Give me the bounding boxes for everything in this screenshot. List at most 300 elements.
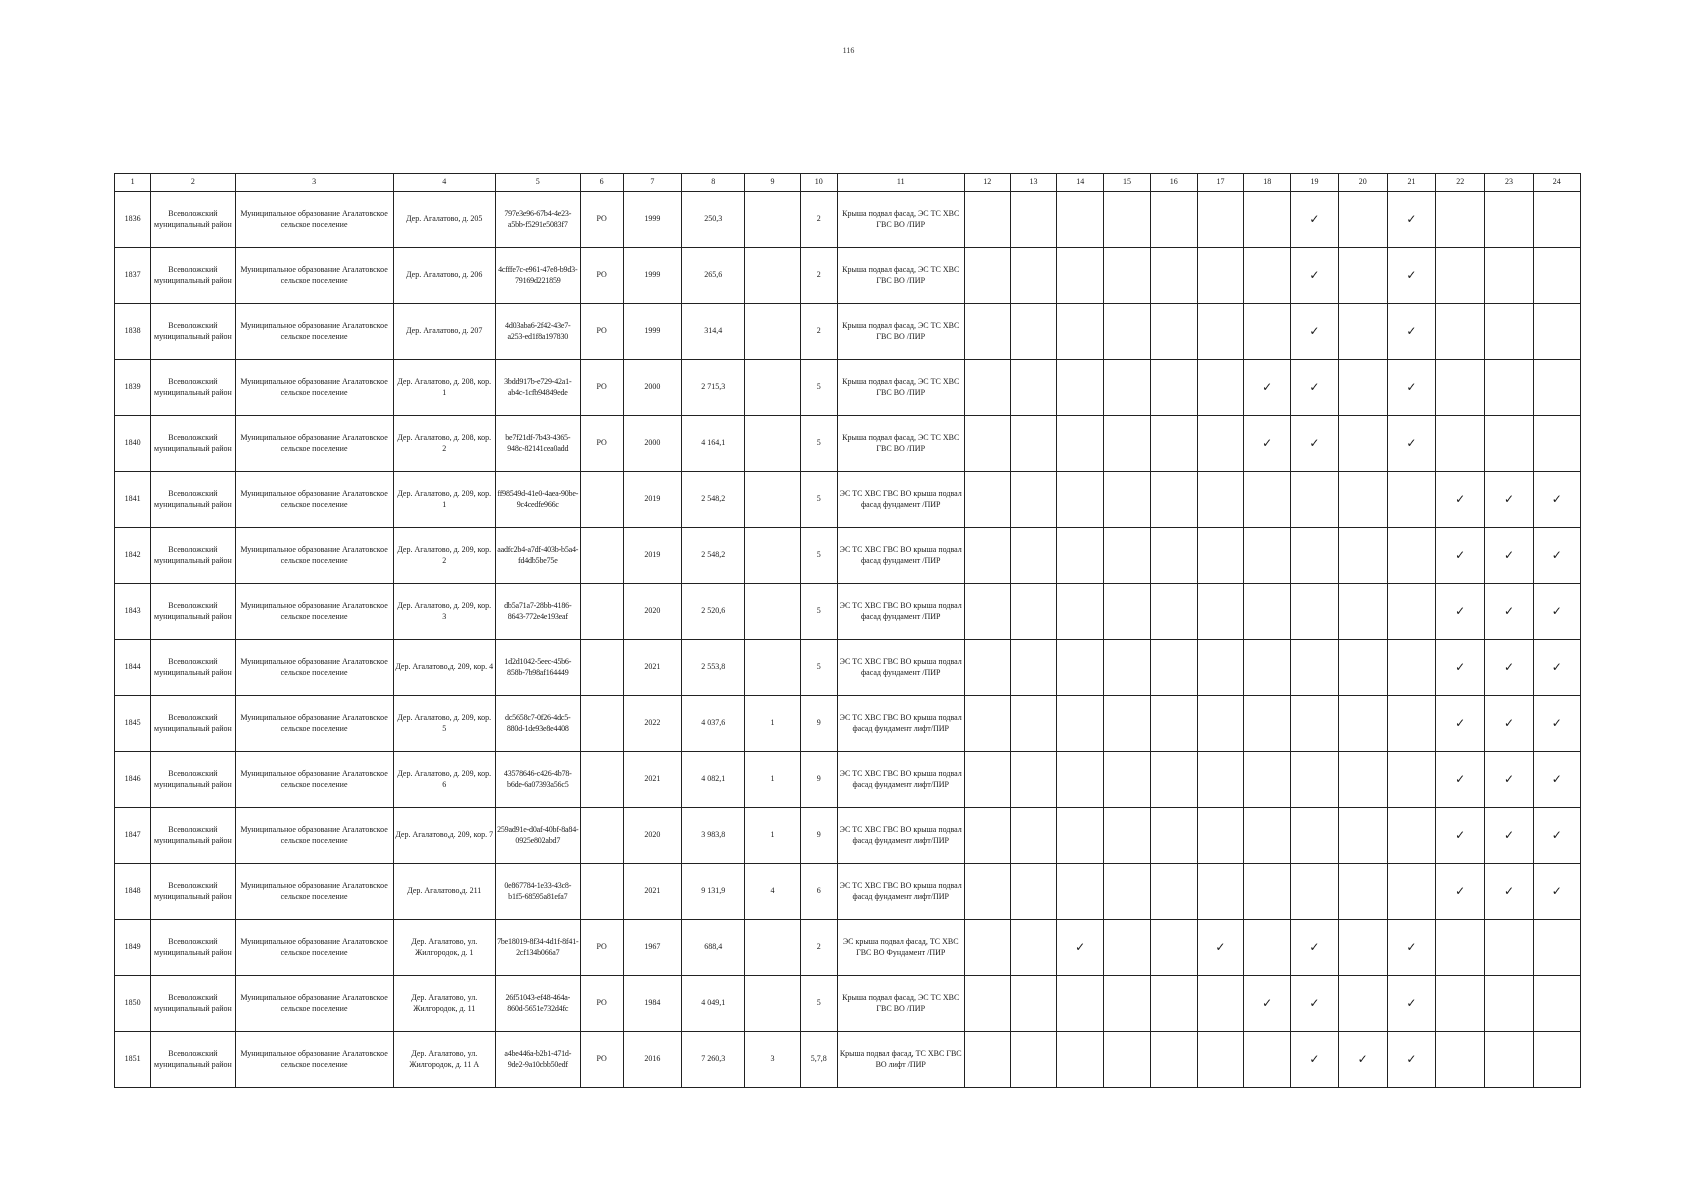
check-mark-icon: ✓ [1503,603,1514,618]
form-cell [580,472,623,528]
col18-cell [1244,304,1291,360]
col12-cell [964,304,1010,360]
address-cell: Дер. Агалатово, д. 209, кор. 3 [393,584,496,640]
year-cell: 2016 [623,1032,681,1088]
col19-cell [1291,808,1338,864]
check-mark-icon: ✓ [1503,547,1514,562]
col18-cell [1244,920,1291,976]
address-cell: Дер. Агалатово, д. 207 [393,304,496,360]
uuid-cell: 26f51043-ef48-464a-860d-5651e732d4fc [496,976,580,1032]
table-row [115,752,1581,808]
col14-cell [1057,584,1104,640]
table-row [115,640,1581,696]
col17-cell [1197,304,1243,360]
area-cell: 4 049,1 [682,976,745,1032]
col12-cell [964,920,1010,976]
col15-cell [1104,640,1150,696]
col19-cell [1291,360,1338,416]
col21-cell [1387,1032,1435,1088]
col14-cell [1057,248,1104,304]
col19-cell [1291,696,1338,752]
table-row [115,696,1581,752]
table-row [115,192,1581,248]
col22-cell [1436,472,1485,528]
col19-cell [1291,248,1338,304]
col24-cell [1533,920,1580,976]
col18-cell [1244,528,1291,584]
uuid-cell: ff98549d-41e0-4aea-90be-9c4cedfe966c [496,472,580,528]
col19-cell [1291,416,1338,472]
col23-cell [1485,304,1533,360]
col17-cell [1197,752,1243,808]
col18-cell [1244,248,1291,304]
column-header-8: 8 [682,174,745,192]
check-mark-icon: ✓ [1406,323,1417,338]
check-mark-icon: ✓ [1262,995,1273,1010]
col19-cell [1291,976,1338,1032]
address-cell: Дер. Агалатово, д. 209, кор. 5 [393,696,496,752]
uuid-cell: 3bdd917b-e729-42a1-ab4c-1cfb94849ede [496,360,580,416]
column-header-2: 2 [151,174,235,192]
col13-cell [1010,472,1056,528]
area-cell: 9 131,9 [682,864,745,920]
col20-cell [1338,360,1387,416]
col22-cell [1436,864,1485,920]
row-number: 1842 [115,528,151,584]
col23-cell [1485,528,1533,584]
column-header-20: 20 [1338,174,1387,192]
col10-cell: 5 [800,976,837,1032]
col9-cell [745,360,800,416]
col17-cell [1197,976,1243,1032]
col13-cell [1010,192,1056,248]
works-cell: Крыша подвал фасад, ЭС ТС ХВС ГВС ВО /ПИР [837,976,964,1032]
check-mark-icon: ✓ [1215,939,1226,954]
col16-cell [1150,752,1197,808]
area-cell: 7 260,3 [682,1032,745,1088]
col24-cell [1533,248,1580,304]
check-mark-icon: ✓ [1455,715,1466,730]
year-cell: 1967 [623,920,681,976]
col15-cell [1104,416,1150,472]
col9-cell: 1 [745,696,800,752]
works-cell: ЭС ТС ХВС ГВС ВО крыша подвал фасад фундамент /ПИР [837,528,964,584]
col16-cell [1150,304,1197,360]
municipality-cell: Муниципальное образование Агалатовское сельское поселение [235,360,393,416]
form-cell [580,752,623,808]
check-mark-icon: ✓ [1551,771,1562,786]
col24-cell [1533,976,1580,1032]
district-cell: Всеволожский муниципальный район [151,192,235,248]
col12-cell [964,864,1010,920]
check-mark-icon: ✓ [1406,435,1417,450]
col24-cell [1533,360,1580,416]
area-cell: 2 548,2 [682,472,745,528]
col12-cell [964,976,1010,1032]
check-mark-icon: ✓ [1309,1051,1320,1066]
col24-cell [1533,528,1580,584]
works-cell: ЭС крыша подвал фасад, ТС ХВС ГВС ВО Фундамент /ПИР [837,920,964,976]
col17-cell [1197,192,1243,248]
table-body [115,192,1581,1088]
col14-cell [1057,416,1104,472]
col17-cell [1197,528,1243,584]
col9-cell [745,528,800,584]
col17-cell [1197,1032,1243,1088]
check-mark-icon: ✓ [1503,659,1514,674]
row-number: 1839 [115,360,151,416]
col16-cell [1150,584,1197,640]
row-number: 1838 [115,304,151,360]
works-cell: Крыша подвал фасад, ЭС ТС ХВС ГВС ВО /ПИР [837,192,964,248]
col9-cell [745,192,800,248]
district-cell: Всеволожский муниципальный район [151,696,235,752]
col12-cell [964,192,1010,248]
col19-cell [1291,752,1338,808]
col22-cell [1436,640,1485,696]
address-cell: Дер. Агалатово, д. 205 [393,192,496,248]
col18-cell [1244,360,1291,416]
district-cell: Всеволожский муниципальный район [151,472,235,528]
col20-cell [1338,304,1387,360]
col20-cell [1338,416,1387,472]
col20-cell [1338,248,1387,304]
uuid-cell: 7be18019-8f34-4d1f-8f41-2cf134b066a7 [496,920,580,976]
col18-cell [1244,696,1291,752]
check-mark-icon: ✓ [1262,379,1273,394]
municipality-cell: Муниципальное образование Агалатовское сельское поселение [235,472,393,528]
col22-cell [1436,416,1485,472]
col10-cell: 9 [800,808,837,864]
municipality-cell: Муниципальное образование Агалатовское сельское поселение [235,752,393,808]
col10-cell: 5,7,8 [800,1032,837,1088]
works-cell: ЭС ТС ХВС ГВС ВО крыша подвал фасад фундамент лифт/ПИР [837,864,964,920]
check-mark-icon: ✓ [1406,995,1417,1010]
municipality-cell: Муниципальное образование Агалатовское сельское поселение [235,416,393,472]
column-header-5: 5 [496,174,580,192]
column-header-4: 4 [393,174,496,192]
col14-cell [1057,808,1104,864]
area-cell: 4 037,6 [682,696,745,752]
row-number: 1851 [115,1032,151,1088]
uuid-cell: db5a71a7-28bb-4186-8643-772e4e193eaf [496,584,580,640]
address-cell: Дер. Агалатово,д. 209, кор. 4 [393,640,496,696]
col13-cell [1010,696,1056,752]
column-header-19: 19 [1291,174,1338,192]
row-number: 1847 [115,808,151,864]
col9-cell [745,584,800,640]
col12-cell [964,640,1010,696]
col18-cell [1244,584,1291,640]
col10-cell: 5 [800,472,837,528]
col9-cell [745,416,800,472]
col21-cell [1387,528,1435,584]
col21-cell [1387,472,1435,528]
check-mark-icon: ✓ [1309,267,1320,282]
year-cell: 2000 [623,416,681,472]
col19-cell [1291,528,1338,584]
address-cell: Дер. Агалатово, д. 208, кор. 1 [393,360,496,416]
col12-cell [964,528,1010,584]
col19-cell [1291,1032,1338,1088]
col16-cell [1150,248,1197,304]
works-cell: ЭС ТС ХВС ГВС ВО крыша подвал фасад фундамент лифт/ПИР [837,696,964,752]
check-mark-icon: ✓ [1406,379,1417,394]
municipality-cell: Муниципальное образование Агалатовское сельское поселение [235,640,393,696]
col12-cell [964,1032,1010,1088]
check-mark-icon: ✓ [1455,771,1466,786]
column-header-22: 22 [1436,174,1485,192]
col9-cell [745,248,800,304]
year-cell: 1984 [623,976,681,1032]
works-cell: ЭС ТС ХВС ГВС ВО крыша подвал фасад фундамент лифт/ПИР [837,808,964,864]
col18-cell [1244,864,1291,920]
district-cell: Всеволожский муниципальный район [151,752,235,808]
col14-cell [1057,304,1104,360]
col10-cell: 5 [800,416,837,472]
col24-cell [1533,640,1580,696]
col22-cell [1436,584,1485,640]
col19-cell [1291,472,1338,528]
area-cell: 688,4 [682,920,745,976]
col18-cell [1244,1032,1291,1088]
col15-cell [1104,360,1150,416]
col23-cell [1485,584,1533,640]
col10-cell: 5 [800,360,837,416]
col13-cell [1010,416,1056,472]
col14-cell [1057,640,1104,696]
form-cell: РО [580,976,623,1032]
area-cell: 3 983,8 [682,808,745,864]
col23-cell [1485,752,1533,808]
col15-cell [1104,248,1150,304]
col14-cell [1057,976,1104,1032]
column-header-1: 1 [115,174,151,192]
table-row [115,360,1581,416]
area-cell: 2 553,8 [682,640,745,696]
column-header-17: 17 [1197,174,1243,192]
check-mark-icon: ✓ [1309,379,1320,394]
col12-cell [964,248,1010,304]
col24-cell [1533,584,1580,640]
table-row [115,472,1581,528]
col22-cell [1436,1032,1485,1088]
address-cell: Дер. Агалатово,д. 209, кор. 7 [393,808,496,864]
col16-cell [1150,192,1197,248]
works-cell: Крыша подвал фасад, ТС ХВС ГВС ВО лифт /ПИР [837,1032,964,1088]
form-cell [580,584,623,640]
column-header-9: 9 [745,174,800,192]
form-cell [580,640,623,696]
col22-cell [1436,528,1485,584]
district-cell: Всеволожский муниципальный район [151,640,235,696]
col23-cell [1485,472,1533,528]
col16-cell [1150,696,1197,752]
col21-cell [1387,360,1435,416]
col23-cell [1485,248,1533,304]
col24-cell [1533,864,1580,920]
col16-cell [1150,640,1197,696]
col9-cell: 3 [745,1032,800,1088]
check-mark-icon: ✓ [1503,771,1514,786]
col20-cell [1338,528,1387,584]
col18-cell [1244,640,1291,696]
area-cell: 4 164,1 [682,416,745,472]
col22-cell [1436,920,1485,976]
col20-cell [1338,192,1387,248]
col18-cell [1244,192,1291,248]
col17-cell [1197,472,1243,528]
col24-cell [1533,808,1580,864]
district-cell: Всеволожский муниципальный район [151,976,235,1032]
check-mark-icon: ✓ [1406,1051,1417,1066]
check-mark-icon: ✓ [1262,435,1273,450]
col17-cell [1197,248,1243,304]
col18-cell [1244,416,1291,472]
address-cell: Дер. Агалатово, ул. Жилгородок, д. 11 [393,976,496,1032]
col13-cell [1010,920,1056,976]
col15-cell [1104,920,1150,976]
year-cell: 1999 [623,248,681,304]
col23-cell [1485,192,1533,248]
col12-cell [964,696,1010,752]
col19-cell [1291,304,1338,360]
col17-cell [1197,416,1243,472]
check-mark-icon: ✓ [1551,547,1562,562]
check-mark-icon: ✓ [1551,603,1562,618]
housing-registry-table [114,173,1581,1088]
address-cell: Дер. Агалатово, д. 206 [393,248,496,304]
municipality-cell: Муниципальное образование Агалатовское сельское поселение [235,976,393,1032]
district-cell: Всеволожский муниципальный район [151,1032,235,1088]
municipality-cell: Муниципальное образование Агалатовское сельское поселение [235,864,393,920]
col24-cell [1533,696,1580,752]
column-header-14: 14 [1057,174,1104,192]
year-cell: 2000 [623,360,681,416]
check-mark-icon: ✓ [1455,827,1466,842]
area-cell: 250,3 [682,192,745,248]
col19-cell [1291,864,1338,920]
form-cell [580,808,623,864]
col24-cell [1533,472,1580,528]
table-row [115,304,1581,360]
municipality-cell: Муниципальное образование Агалатовское сельское поселение [235,696,393,752]
col19-cell [1291,584,1338,640]
uuid-cell: dc5658c7-0f26-4dc5-880d-1de93e8e4408 [496,696,580,752]
check-mark-icon: ✓ [1503,491,1514,506]
col14-cell [1057,1032,1104,1088]
uuid-cell: aadfc2b4-a7df-403b-b5a4-fd4db5be75e [496,528,580,584]
col23-cell [1485,360,1533,416]
col18-cell [1244,808,1291,864]
col20-cell [1338,696,1387,752]
col13-cell [1010,584,1056,640]
municipality-cell: Муниципальное образование Агалатовское сельское поселение [235,584,393,640]
form-cell [580,528,623,584]
area-cell: 2 520,6 [682,584,745,640]
col12-cell [964,416,1010,472]
col21-cell [1387,416,1435,472]
district-cell: Всеволожский муниципальный район [151,360,235,416]
row-number: 1841 [115,472,151,528]
district-cell: Всеволожский муниципальный район [151,416,235,472]
check-mark-icon: ✓ [1455,491,1466,506]
col16-cell [1150,360,1197,416]
col13-cell [1010,808,1056,864]
col10-cell: 2 [800,304,837,360]
col17-cell [1197,584,1243,640]
check-mark-icon: ✓ [1503,715,1514,730]
check-mark-icon: ✓ [1551,659,1562,674]
form-cell: РО [580,248,623,304]
year-cell: 2019 [623,472,681,528]
col16-cell [1150,920,1197,976]
col20-cell [1338,864,1387,920]
col21-cell [1387,192,1435,248]
col10-cell: 9 [800,696,837,752]
check-mark-icon: ✓ [1455,883,1466,898]
works-cell: ЭС ТС ХВС ГВС ВО крыша подвал фасад фундамент /ПИР [837,640,964,696]
col15-cell [1104,1032,1150,1088]
col16-cell [1150,528,1197,584]
table-row [115,584,1581,640]
works-cell: ЭС ТС ХВС ГВС ВО крыша подвал фасад фундамент /ПИР [837,584,964,640]
district-cell: Всеволожский муниципальный район [151,248,235,304]
col20-cell [1338,472,1387,528]
col16-cell [1150,472,1197,528]
row-number: 1846 [115,752,151,808]
col22-cell [1436,304,1485,360]
form-cell [580,864,623,920]
col9-cell: 1 [745,808,800,864]
col21-cell [1387,304,1435,360]
col22-cell [1436,248,1485,304]
uuid-cell: 1d2d1042-5eec-45b6-858b-7b98af164449 [496,640,580,696]
uuid-cell: a4be446a-b2b1-471d-9de2-9a10cbb50edf [496,1032,580,1088]
col13-cell [1010,248,1056,304]
row-number: 1843 [115,584,151,640]
col15-cell [1104,864,1150,920]
col9-cell [745,304,800,360]
col16-cell [1150,976,1197,1032]
page-number: 116 [842,46,855,55]
col24-cell [1533,752,1580,808]
table-row [115,1032,1581,1088]
col13-cell [1010,304,1056,360]
col14-cell [1057,752,1104,808]
municipality-cell: Муниципальное образование Агалатовское сельское поселение [235,304,393,360]
col21-cell [1387,640,1435,696]
col13-cell [1010,976,1056,1032]
municipality-cell: Муниципальное образование Агалатовское сельское поселение [235,192,393,248]
check-mark-icon: ✓ [1406,267,1417,282]
row-number: 1836 [115,192,151,248]
col10-cell: 6 [800,864,837,920]
col10-cell: 5 [800,528,837,584]
col10-cell: 2 [800,920,837,976]
column-header-13: 13 [1010,174,1056,192]
col13-cell [1010,1032,1056,1088]
col24-cell [1533,304,1580,360]
check-mark-icon: ✓ [1309,995,1320,1010]
column-header-16: 16 [1150,174,1197,192]
col21-cell [1387,976,1435,1032]
col17-cell [1197,920,1243,976]
district-cell: Всеволожский муниципальный район [151,808,235,864]
col12-cell [964,472,1010,528]
col20-cell [1338,584,1387,640]
municipality-cell: Муниципальное образование Агалатовское сельское поселение [235,920,393,976]
